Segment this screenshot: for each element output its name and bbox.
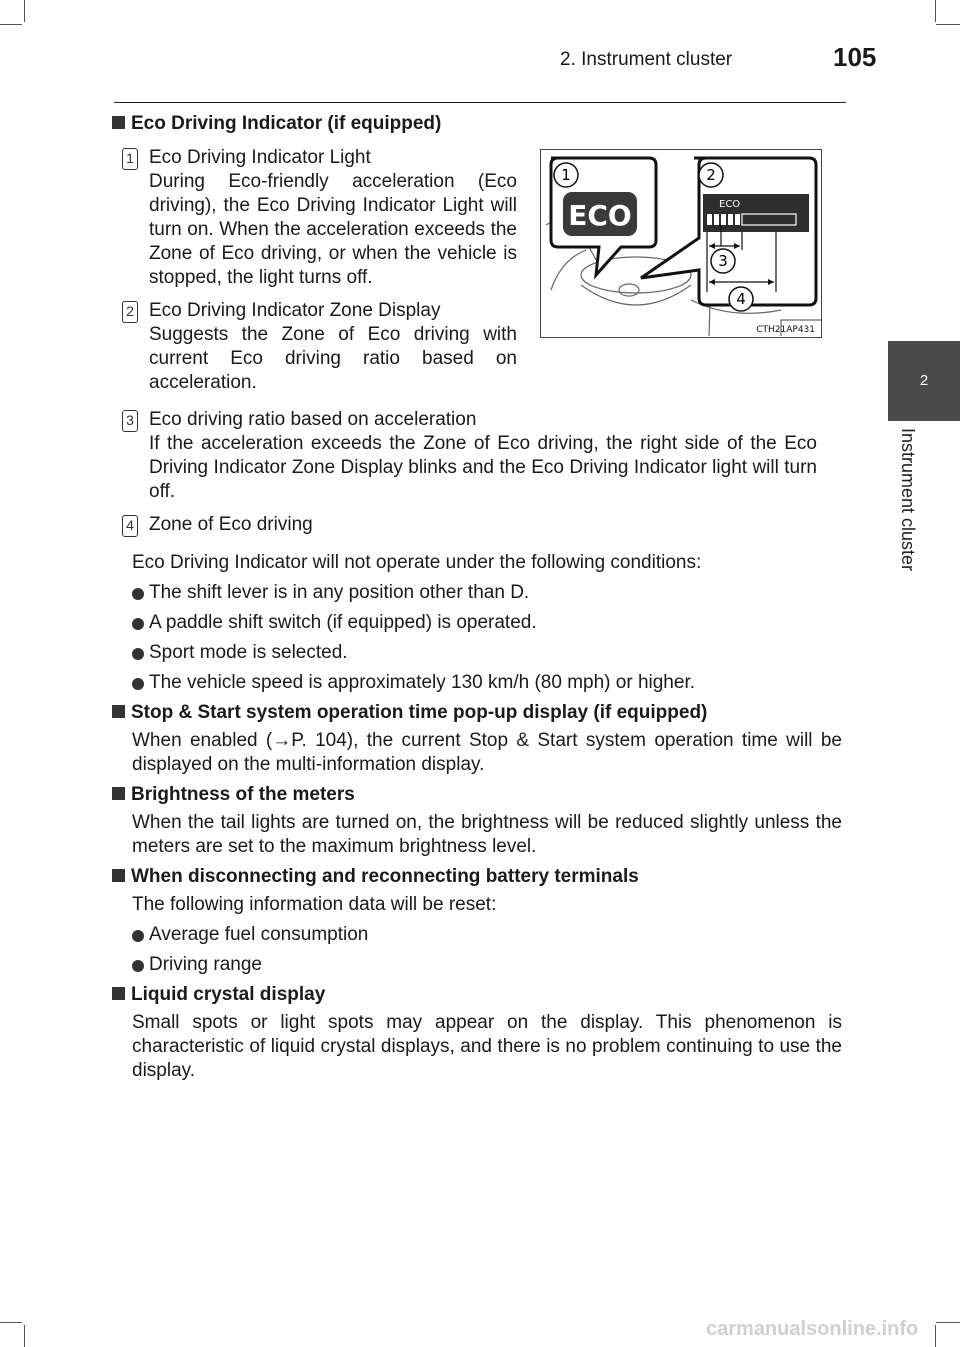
- stop-start-heading: Stop & Start system operation time pop-up display (if equipped): [112, 701, 842, 725]
- item-title: Eco driving ratio based on acceleration: [149, 409, 477, 430]
- condition-item: A paddle shift switch (if equipped) is operated.: [112, 611, 842, 635]
- heading-square-icon: [112, 705, 125, 718]
- item-title: Eco Driving Indicator Light: [149, 147, 371, 168]
- lcd-text: Small spots or light spots may appear on the display. This phenomenon is characteristic of liquid crystal displays, and there is no problem continuing to use the display.: [132, 1012, 842, 1081]
- item-title: Zone of Eco driving: [149, 514, 313, 535]
- stop-start-text: When enabled (→P. 104), the current Stop & Start system operation time will be displayed on the multi-information display.: [132, 730, 842, 775]
- section-header: 2. Instrument cluster: [560, 49, 733, 70]
- condition-item: Sport mode is selected.: [112, 641, 842, 665]
- item-number: 1: [122, 148, 138, 170]
- brightness-text: When the tail lights are turned on, the brightness will be reduced slightly unless the meters are set to the maximum brightness level.: [132, 812, 842, 857]
- battery-text: The following information data will be reset:: [132, 894, 497, 915]
- page-number: 105: [833, 42, 877, 72]
- item-number: 4: [122, 515, 138, 537]
- eco-zone-text: ECO: [719, 199, 741, 210]
- condition-item: The vehicle speed is approximately 130 km/h (80 mph) or higher.: [112, 671, 842, 695]
- heading-square-icon: [112, 116, 125, 129]
- bullet-icon: [132, 588, 144, 600]
- eco-heading: Eco Driving Indicator (if equipped): [112, 112, 842, 136]
- item-number: 3: [122, 410, 138, 432]
- reset-item: Driving range: [112, 953, 842, 977]
- item-number: 2: [122, 301, 138, 323]
- battery-heading: When disconnecting and reconnecting battery terminals: [112, 865, 842, 889]
- conditions-intro: Eco Driving Indicator will not operate under the following conditions:: [132, 552, 702, 573]
- brightness-heading: Brightness of the meters: [112, 783, 842, 807]
- bullet-icon: [132, 618, 144, 630]
- callout-4: 4: [736, 290, 746, 308]
- item-text: During Eco-friendly acceleration (Eco driving), the Eco Driving Indicator Light will turn on. When the acceleration exceeds the Zone of Eco driving, or when the vehicle is stopped, the light turns off.: [149, 171, 517, 288]
- lcd-heading: Liquid crystal display: [112, 983, 842, 1007]
- callout-2: 2: [706, 166, 716, 184]
- reset-item: Average fuel consumption: [112, 923, 842, 947]
- bullet-icon: [132, 648, 144, 660]
- header-rule: [114, 102, 846, 103]
- eco-item-2: [112, 299, 517, 395]
- item-text: Suggests the Zone of Eco driving with current Eco driving ratio based on acceleration.: [149, 324, 517, 393]
- figure-code: CTH21AP431: [756, 325, 815, 335]
- eco-item-3: [112, 408, 817, 504]
- bullet-icon: [132, 678, 144, 690]
- bullet-icon: [132, 960, 144, 972]
- callout-3: 3: [718, 252, 728, 270]
- bullet-icon: [132, 930, 144, 942]
- chapter-tab: 2: [888, 341, 960, 421]
- heading-square-icon: [112, 787, 125, 800]
- chapter-label: Instrument cluster: [898, 428, 918, 572]
- heading-square-icon: [112, 987, 125, 1000]
- heading-square-icon: [112, 869, 125, 882]
- callout-1: 1: [561, 166, 571, 184]
- eco-item-4: [112, 513, 842, 537]
- main-content: [112, 110, 842, 1083]
- condition-item: The shift lever is in any position other than D.: [112, 581, 842, 605]
- eco-light-text: ECO: [568, 199, 632, 232]
- item-text: If the acceleration exceeds the Zone of Eco driving, the right side of the Eco Driving Indicator Zone Display blinks and the Eco Driving Indicator light will turn off.: [149, 433, 817, 502]
- watermark: carmanualsonline.info: [706, 1318, 919, 1340]
- item-title: Eco Driving Indicator Zone Display: [149, 300, 441, 321]
- eco-item-1: [112, 146, 517, 290]
